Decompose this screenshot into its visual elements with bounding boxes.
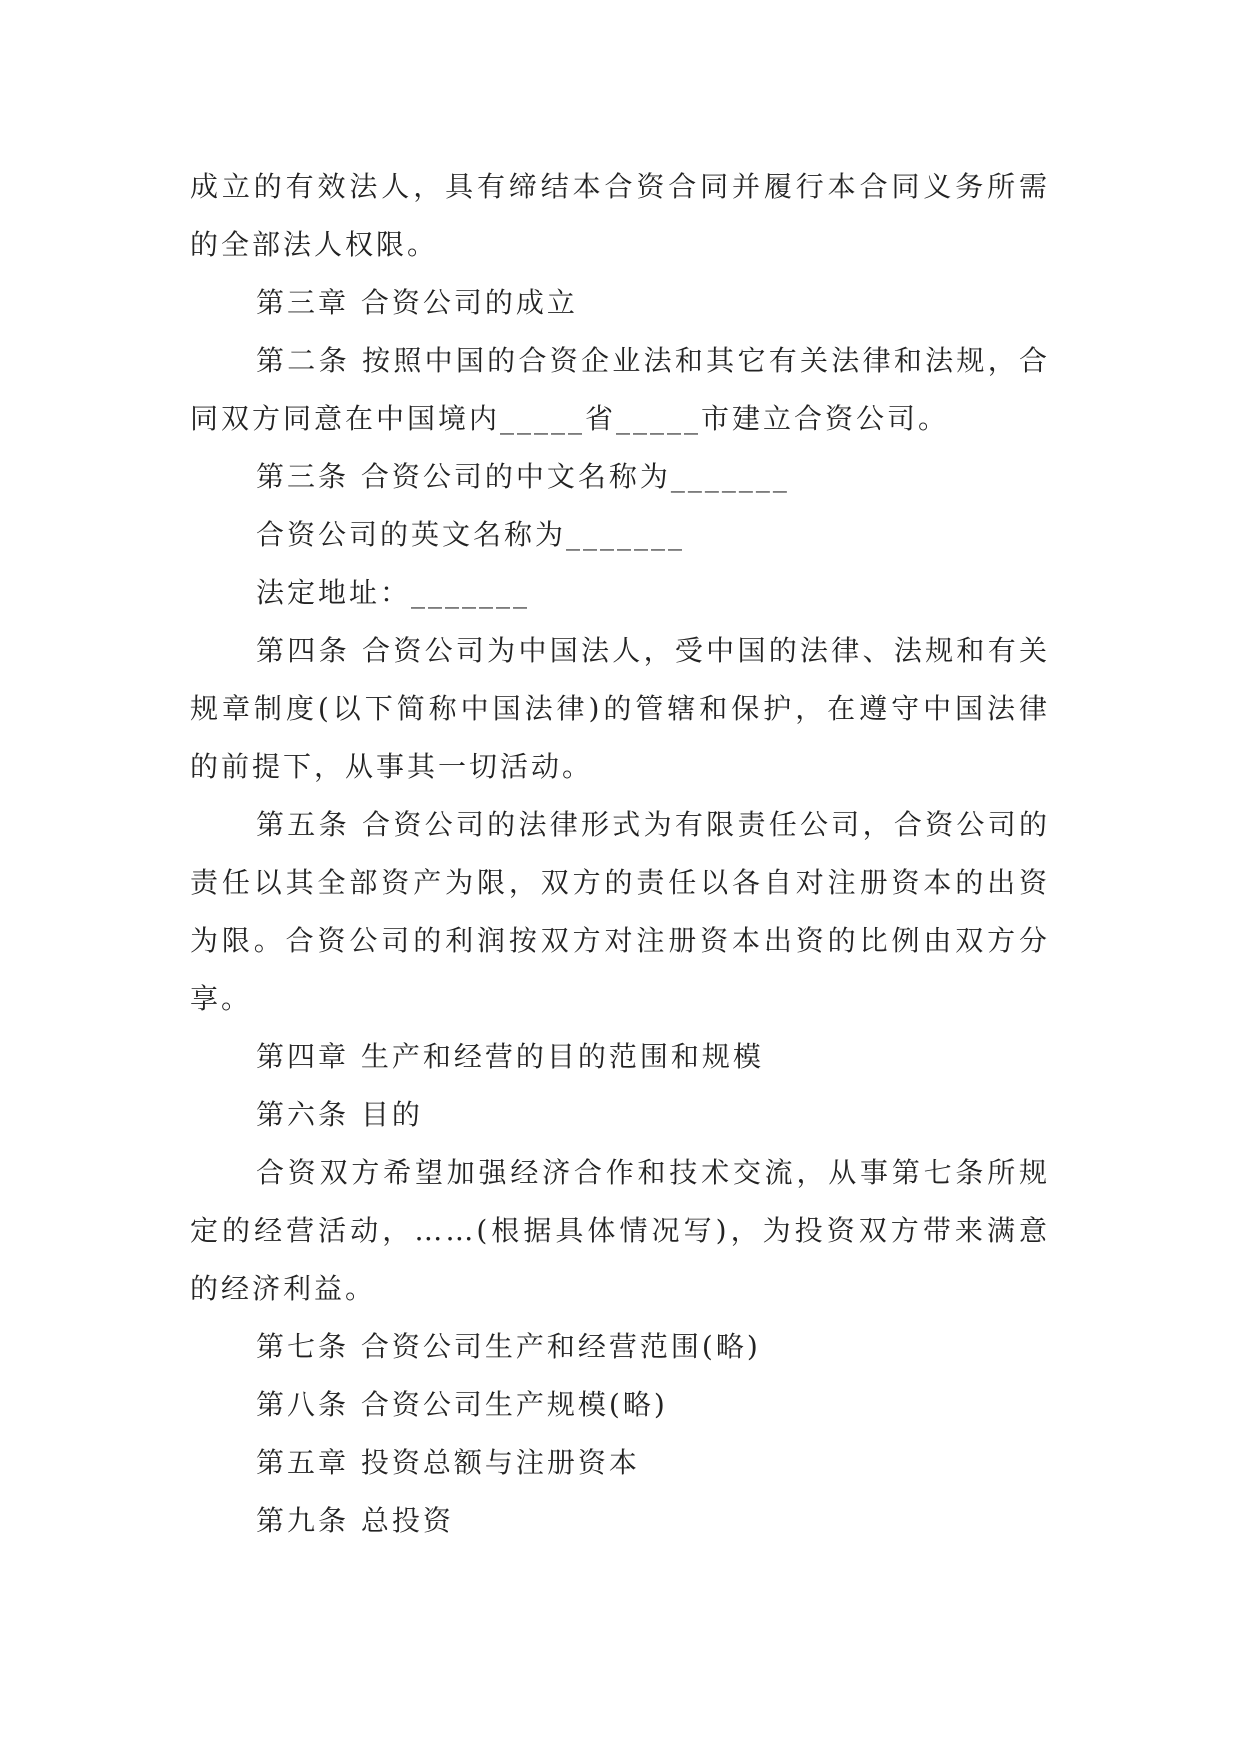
article-2: 第二条 按照中国的合资企业法和其它有关法律和法规，合同双方同意在中国境内_____省_____市建立合资公司。 bbox=[190, 344, 1050, 435]
document-body bbox=[190, 158, 1050, 1550]
article-6-body: 合资双方希望加强经济合作和技术交流，从事第七条所规定的经营活动，……(根据具体情况写)，为投资双方带来满意的经济利益。 bbox=[190, 1156, 1050, 1305]
article-5: 第五条 合资公司的法律形式为有限责任公司，合资公司的责任以其全部资产为限，双方的责任以各自对注册资本的出资为限。合资公司的利润按双方对注册资本出资的比例由双方分享。 bbox=[190, 808, 1050, 1015]
english-name-line: 合资公司的英文名称为_______ bbox=[256, 518, 686, 551]
article-7: 第七条 合资公司生产和经营范围(略) bbox=[256, 1330, 761, 1363]
article-8: 第八条 合资公司生产规模(略) bbox=[256, 1388, 668, 1421]
paragraph-continuation: 成立的有效法人，具有缔结本合资合同并履行本合同义务所需的全部法人权限。 bbox=[190, 170, 1050, 261]
legal-address-line: 法定地址：_______ bbox=[256, 576, 531, 609]
article-3: 第三条 合资公司的中文名称为_______ bbox=[256, 460, 790, 493]
article-4: 第四条 合资公司为中国法人，受中国的法律、法规和有关规章制度(以下简称中国法律)的管辖和保护，在遵守中国法律的前提下，从事其一切活动。 bbox=[190, 634, 1050, 783]
article-6-heading: 第六条 目的 bbox=[256, 1098, 423, 1131]
article-9-heading: 第九条 总投资 bbox=[256, 1504, 454, 1537]
chapter-heading-3: 第三章 合资公司的成立 bbox=[256, 286, 578, 319]
chapter-heading-4: 第四章 生产和经营的目的范围和规模 bbox=[256, 1040, 764, 1073]
chapter-heading-5: 第五章 投资总额与注册资本 bbox=[256, 1446, 640, 1479]
